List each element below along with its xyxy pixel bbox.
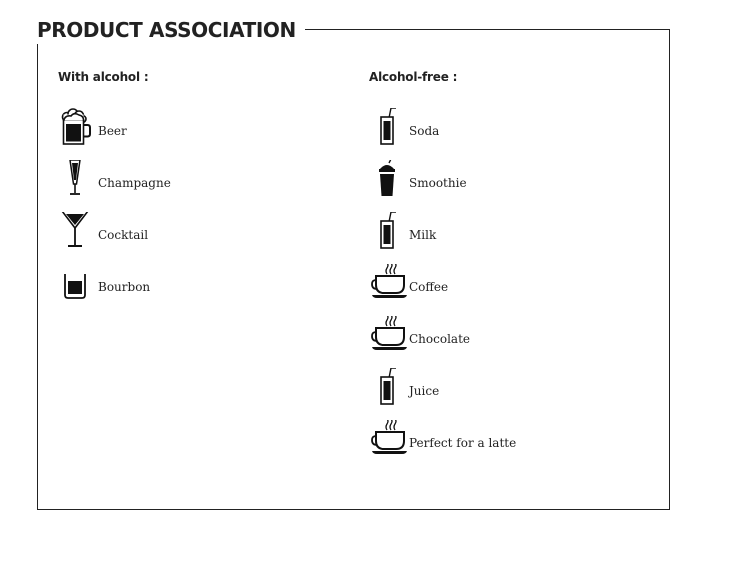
cocktail-glass-icon <box>60 212 100 256</box>
item-label: Soda <box>409 124 440 138</box>
alcohol-heading: With alcohol : <box>58 70 149 84</box>
item-label: Perfect for a latte <box>409 436 517 450</box>
item-label: Champagne <box>98 176 171 190</box>
bourbon-glass-icon <box>60 264 100 308</box>
soda-glass-icon <box>371 108 411 152</box>
section-title: PRODUCT ASSOCIATION <box>33 16 305 44</box>
milk-glass-icon <box>371 212 411 256</box>
item-label: Smoothie <box>409 176 467 190</box>
coffee-cup-icon <box>371 264 411 308</box>
item-label: Beer <box>98 124 127 138</box>
product-association-frame <box>37 29 670 510</box>
item-label: Chocolate <box>409 332 470 346</box>
champagne-flute-icon <box>60 160 100 204</box>
smoothie-cup-icon <box>371 160 411 204</box>
item-label: Juice <box>409 384 440 398</box>
hot-chocolate-cup-icon <box>371 316 411 360</box>
item-label: Bourbon <box>98 280 151 294</box>
item-label: Coffee <box>409 280 449 294</box>
beer-mug-icon <box>60 108 100 152</box>
item-label: Cocktail <box>98 228 149 242</box>
juice-glass-icon <box>371 368 411 412</box>
item-label: Milk <box>409 228 437 242</box>
latte-cup-icon <box>371 420 411 464</box>
alcohol-free-heading: Alcohol-free : <box>369 70 458 84</box>
